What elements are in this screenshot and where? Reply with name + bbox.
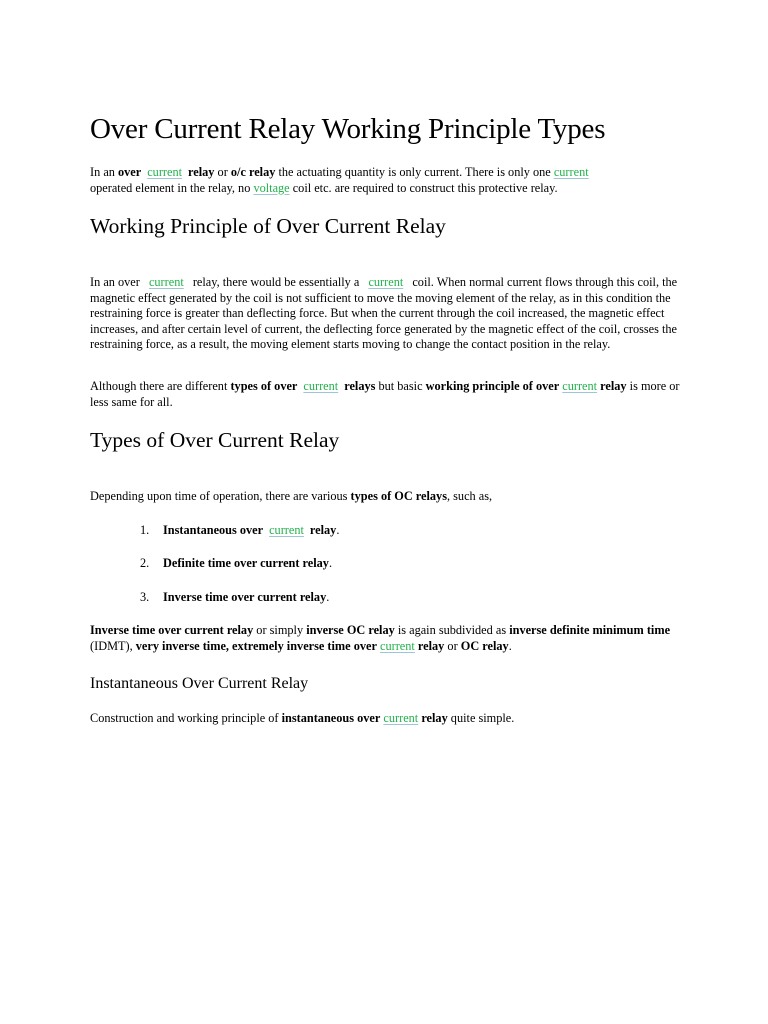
intro-paragraph: In an over current relay or o/c relay the actuating quantity is only current. There is only one current operated element in the relay, no voltage coil etc. are required to construct this protective relay. xyxy=(90,165,589,195)
current-link[interactable]: current xyxy=(383,711,419,725)
current-link[interactable]: current xyxy=(269,523,304,537)
current-link[interactable]: current xyxy=(303,379,339,393)
current-link[interactable]: current xyxy=(562,379,598,393)
voltage-link[interactable]: voltage xyxy=(253,180,290,195)
list-item: 3. Inverse time over current relay. xyxy=(140,590,330,604)
page-title: Over Current Relay Working Principle Types xyxy=(90,113,606,145)
inverse-paragraph: Inverse time over current relay or simply inverse OC relay is again subdivided as inverse definite minimum time (IDMT), very inverse time, extremely inverse time over current relay or OC relay. xyxy=(90,623,671,653)
current-link[interactable]: current xyxy=(147,165,183,179)
current-link[interactable]: current xyxy=(148,275,184,289)
current-link[interactable]: current xyxy=(553,165,589,179)
list-item: 2. Definite time over current relay. xyxy=(140,556,333,570)
depending-paragraph: Depending upon time of operation, there are various types of OC relays, such as, xyxy=(90,489,493,503)
construction-paragraph: Construction and working principle of instantaneous over current relay quite simple. xyxy=(90,711,515,725)
heading-types: Types of Over Current Relay xyxy=(90,428,340,452)
current-link[interactable]: current xyxy=(380,638,415,653)
heading-working-principle: Working Principle of Over Current Relay xyxy=(90,214,446,238)
current-link[interactable]: current xyxy=(368,275,404,289)
working-paragraph: In an over current relay, there would be essentially a current coil. When normal current flows through this coil, the magnetic effect generated by the coil is not sufficient to move the moving element of the relay, as in this condition the restraining force is greater than deflecting force. But when the current through the coil increased, the magnetic effect increases, and after certain level of current, the deflecting force generated by the magnetic effect of the coil, crosses the restraining force, as a result, the moving element starts moving to change the contact position in the relay. xyxy=(90,275,678,352)
list-item: 1. Instantaneous over current relay. xyxy=(140,523,340,537)
although-paragraph: Although there are different types of over current relays but basic working principle of over current relay is more or less same for all. xyxy=(90,379,680,409)
heading-instantaneous: Instantaneous Over Current Relay xyxy=(90,675,309,692)
